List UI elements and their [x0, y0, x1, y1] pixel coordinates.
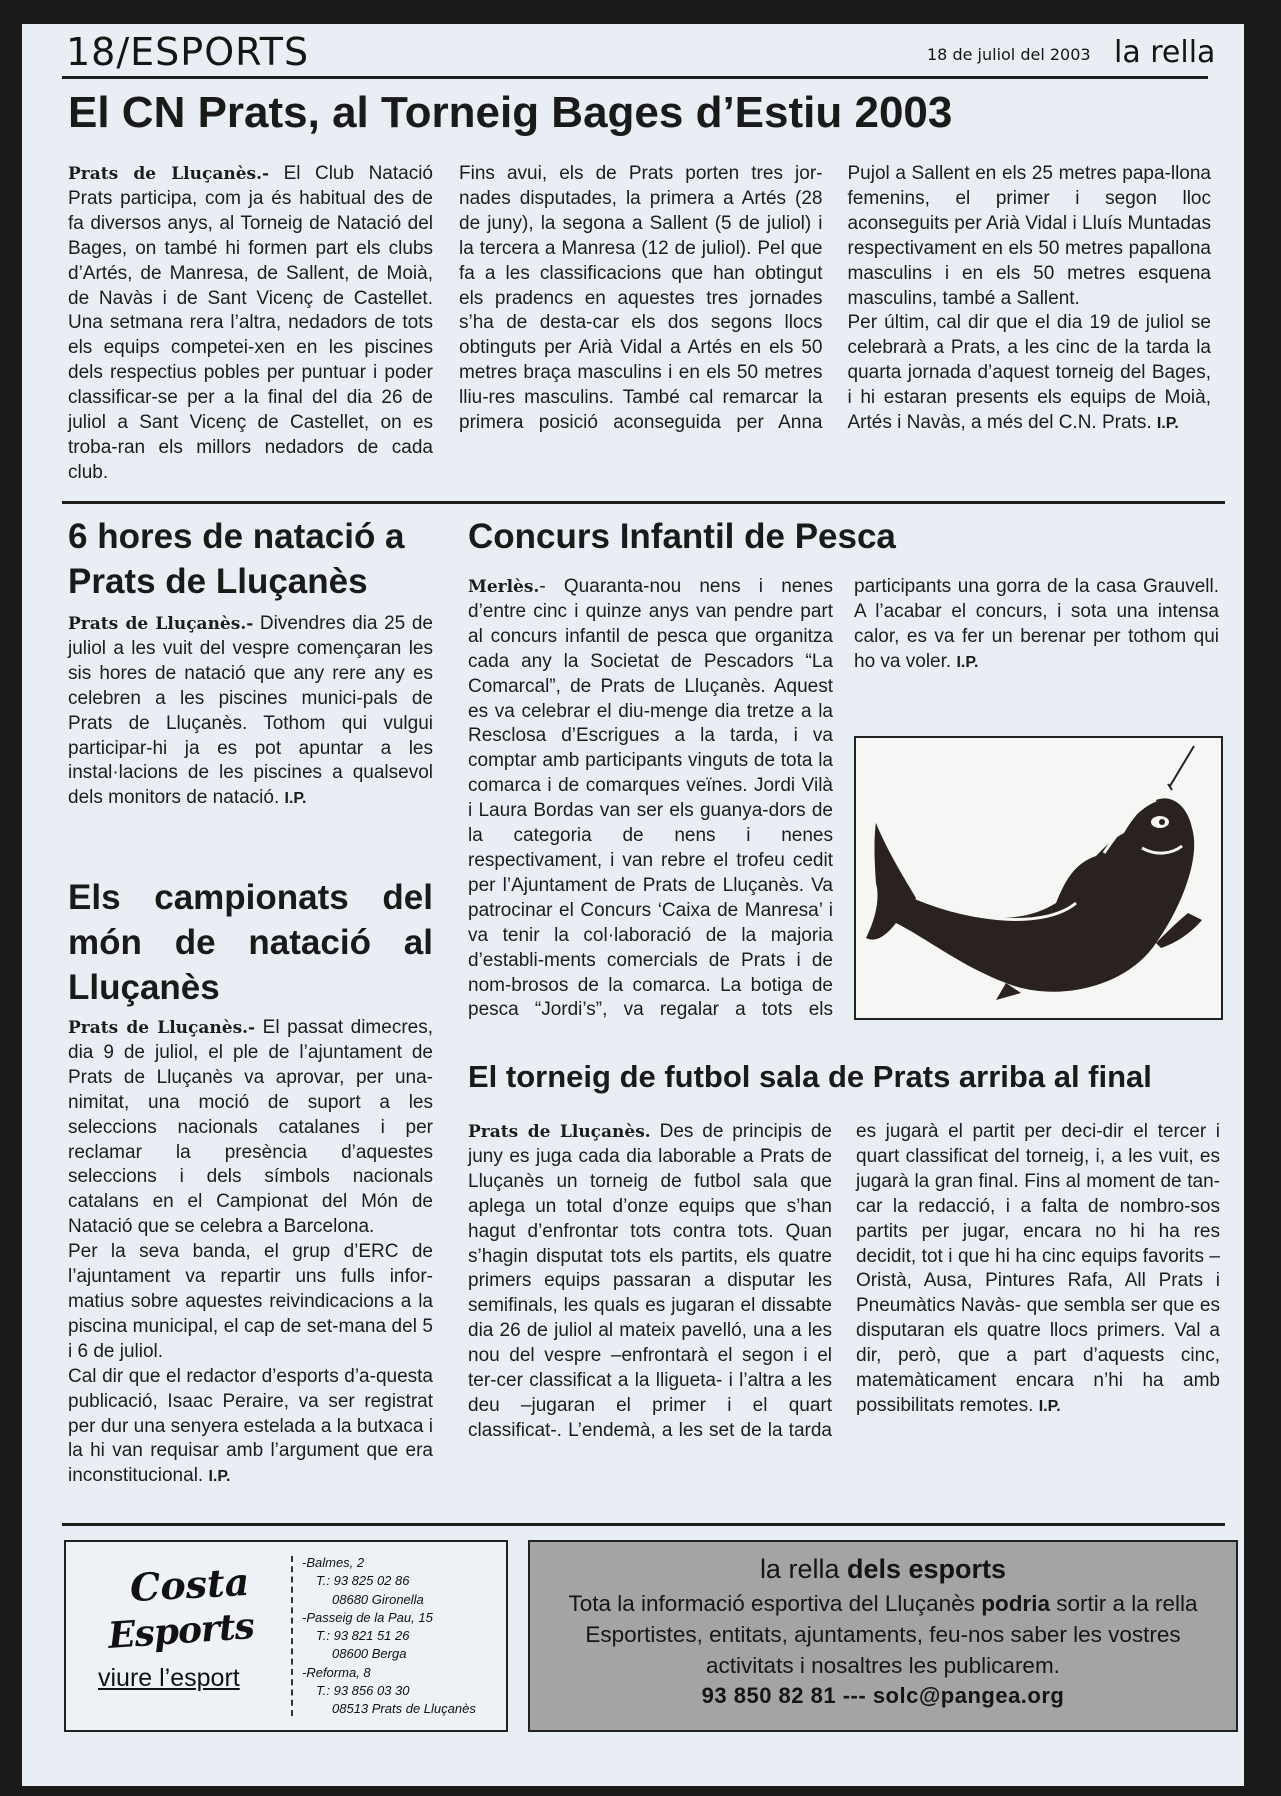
promo-text: Tota la informació esportiva del Lluçanès podria sortir a la rella Esportistes, entitats, ajuntaments, feu-nos saber les vostres activitats i nosaltres les publicarem.: [568, 1591, 1198, 1678]
article5-signature: I.P.: [1038, 1397, 1061, 1415]
article2-title: 6 hores de natació a Prats de Lluçanès: [68, 517, 405, 601]
ad-address-street: -Passeig de la Pau, 15: [302, 1609, 433, 1625]
article2-body: Prats de Lluçanès.- Divendres dia 25 de juliol a les vuit del vespre començaran les sis hores de natació que any rere any es celebren a les piscines munici-pals de Prats de Lluçanès. Tothom qui vulgui participar-hi ja es pot apuntar a les instal·lacions de les piscines a qualsevol dels monitors de natació. I.P.: [68, 613, 433, 809]
article3-body: Prats de Lluçanès.- El passat dimecres, dia 9 de juliol, el ple de l’ajuntament de Prats de Lluçanès va aprovar, per una-nimitat, una moció de suport a les seleccions nacionals catalanes i per reclamar la presència d’aquestes seleccions i dels símbols nacionals catalans en el Campionat del Món de Natació que se celebra a Barcelona. Per la seva banda, el grup d’ERC de l’ajuntament va repartir uns fulls infor-matius sobre aquestes reivindicacions a la piscina municipal, el cap de set-mana del 5 i 6 de juliol. Cal dir que el redactor d’esports d’a-questa publicació, Isaac Peraire, va ser registrat per dur una senyera estelada a la butxaca i la hi van requisar amb l’argument que era inconstitucional. I.P.: [68, 1017, 433, 1487]
advertisement-costa-esports: [64, 1540, 508, 1732]
article1-title: El CN Prats, al Torneig Bages d’Estiu 2003: [68, 88, 953, 137]
issue-date: 18 de juliol del 2003: [927, 45, 1091, 64]
article2-dateline: Prats de Lluçanès.-: [68, 614, 254, 634]
newspaper-page: [22, 24, 1244, 1786]
ad-logo: Esports: [106, 1604, 256, 1658]
article5-dateline: Prats de Lluçanès.: [468, 1122, 651, 1142]
ad-address-city: 08513 Prats de Lluçanès: [332, 1701, 476, 1717]
article4-dateline: Merlès.: [468, 577, 540, 597]
section-rule: [62, 501, 1225, 504]
article1-paragraph: Fins avui, els de Prats porten tres jor-nades disputades, la primera a Artés (28 de juny), la segona a Sallent (5 de juliol) i la tercera a Manresa (12 de juliol). Pel que fa a les classificacions que han obtingut els pradencs en aquestes tres jornades s’ha de desta-car els dos segons llocs obtinguts per Arià Vidal a Artés en els 50 metres braça masculins i en els 50 metres lliu-res masculins. També cal remarcar la primera posició aconseguida per Anna Pujol a Sallent en els 25 metres papa-llona femenins, el primer i segon lloc aconseguits per Arià Vidal i Lluís Muntadas respectivament en els 50 metres papallona masculins i en els 50 metres esquena masculins, també a Sallent.: [459, 163, 1211, 434]
section-label: 18/ESPORTS: [66, 30, 310, 74]
promo-brand: la rella: [759, 1554, 840, 1584]
footer-rule: [62, 1523, 1225, 1526]
ad-address-phone: T.: 93 821 51 26: [316, 1628, 410, 1644]
promo-box: [528, 1540, 1238, 1732]
promo-phone: 93 850 82 81: [701, 1683, 837, 1708]
article1-dateline: Prats de Lluçanès.-: [68, 164, 270, 184]
article4-body: Merlès.- Quaranta-nou nens i nenes d’entre cinc i quinze anys van pendre part al concurs infantil de pesca que organitza cada any la Societat de Pescadors “La Comarcal”, de Prats de Lluçanès. Aquest es va celebrar el diu-menge dia tretze a la Resclosa d’Escrigues a la tarda, i va comptar amb participants vinguts de tota la comarca i de comarques veïnes. Jordi Vilà i Laura Bordas van ser els guanya-dors de la categoria de nens i nenes respectivament, i van rebre el trofeu cedit per l’Ajuntament de Prats de Lluçanès. Va patrocinar el Concurs ‘Caixa de Manresa’ i va tenir la col·laboració de la majoria d’establi-ments comercials de Prats i de nom-brosos de la comarca. La botiga de pesca “Jordi’s”, va regalar a tots els: [468, 576, 833, 1021]
promo-brand-inline: la rella: [1131, 1591, 1198, 1616]
promo-contact: 93 850 82 81 --- solc@pangea.org: [701, 1683, 1065, 1708]
ad-slogan: viure l’esport: [98, 1664, 240, 1692]
fish-illustration: [854, 736, 1223, 1020]
brand-logo: la rella: [1114, 35, 1216, 70]
article3-dateline: Prats de Lluçanès.-: [68, 1018, 256, 1038]
article1-signature: I.P.: [1156, 415, 1179, 433]
article4-title: Concurs Infantil de Pesca: [468, 517, 896, 556]
article4-body-cont: participants una gorra de la casa Grauvell. A l’acabar el concurs, i sota una intensa calor, es va fer un berenar per tothom qui ho va voler. I.P.: [854, 576, 1219, 672]
ad-address-city: 08680 Gironella: [332, 1591, 424, 1607]
ad-address-street: -Balmes, 2: [302, 1555, 365, 1570]
ad-logo: Costa: [128, 1558, 251, 1611]
promo-email: solc@pangea.org: [872, 1683, 1065, 1708]
article3-title: Els campionats del món de natació al Lluçanès: [68, 878, 433, 1007]
article3-signature: I.P.: [208, 1468, 231, 1486]
article1-paragraph: Per últim, cal dir que el dia 19 de juliol se celebrarà a Prats, a les cinc de la tarda la quarta jornada d’aquest torneig del Bages, i hi estaran presents els equips de Moià, Artés i Navàs, a més del C.N. Prats. I.P.: [847, 312, 1211, 434]
ad-separator: [291, 1556, 293, 1716]
ad-address-city: 08600 Berga: [332, 1646, 407, 1662]
promo-title: la rella dels esports: [759, 1554, 1007, 1584]
fish-icon: [856, 738, 1221, 1018]
ad-address-phone: T.: 93 856 03 30: [316, 1683, 410, 1699]
article1-col1: [68, 162, 433, 486]
ad-address-street: -Reforma, 8: [302, 1664, 371, 1680]
article5-body: Prats de Lluçanès. Des de principis de juny es juga cada dia laborable a Prats de Lluçanès un torneig de futbol sala que aplega un total d’onze equips que s’han hagut d’enfrontar tots contra tots. Quan s’hagin disputat tots els partits, els quatre primers equips passaran a disputar les semifinals, les quals es jugaran el dissabte dia 26 de juliol al mateix pavelló, una a les nou del vespre –enfrontarà el segon i el ter-cer classificat a la lligueta- i l’altra a les deu –jugaran el primer i el quart classificat-. L’endemà, a les set de la tarda es jugarà el partit per deci-dir el tercer i quart classificat del torneig, i, a les vuit, es jugarà la gran final. Fins al moment de tan-car la redacció, i a falta de nombro-sos partits per jugar, encara no hi ha res decidit, tot i que hi ha cinc equips favorits –Oristà, Ausa, Pintures Rafa, All Prats i Pneumàtics Navàs- que sembla ser que es disputaran els quatre llocs primers. Val a dir, però, que a part d’aquests cinc, matemàticament encara n’hi ha amb possibilitats remotes. I.P.: [468, 1121, 1220, 1441]
ad-address-phone: T.: 93 825 02 86: [316, 1573, 410, 1589]
article5-title: El torneig de futbol sala de Prats arriba al final: [468, 1059, 1152, 1094]
ad-addresses: [302, 1554, 476, 1719]
header-rule: [62, 76, 1208, 79]
article2-signature: I.P.: [284, 790, 307, 808]
article1-cols2-3: [459, 162, 1211, 462]
article1-paragraph: El Club Natació Prats participa, com ja és habitual des de fa diversos anys, al Torneig de Natació del Bages, on també hi formen part els clubs d’Artés, de Manresa, de Sallent, de Moià, de Navàs i de Sant Vicenç de Castellet. Una setmana rera l’altra, nedadors de tots els equips competei-xen en les piscines dels respectius pobles per puntuar i poder classificar-se per a la final del dia 26 de juliol a Sant Vicenç de Castellet, on es troba-ran els millors nedadors de cada club.: [68, 163, 434, 483]
